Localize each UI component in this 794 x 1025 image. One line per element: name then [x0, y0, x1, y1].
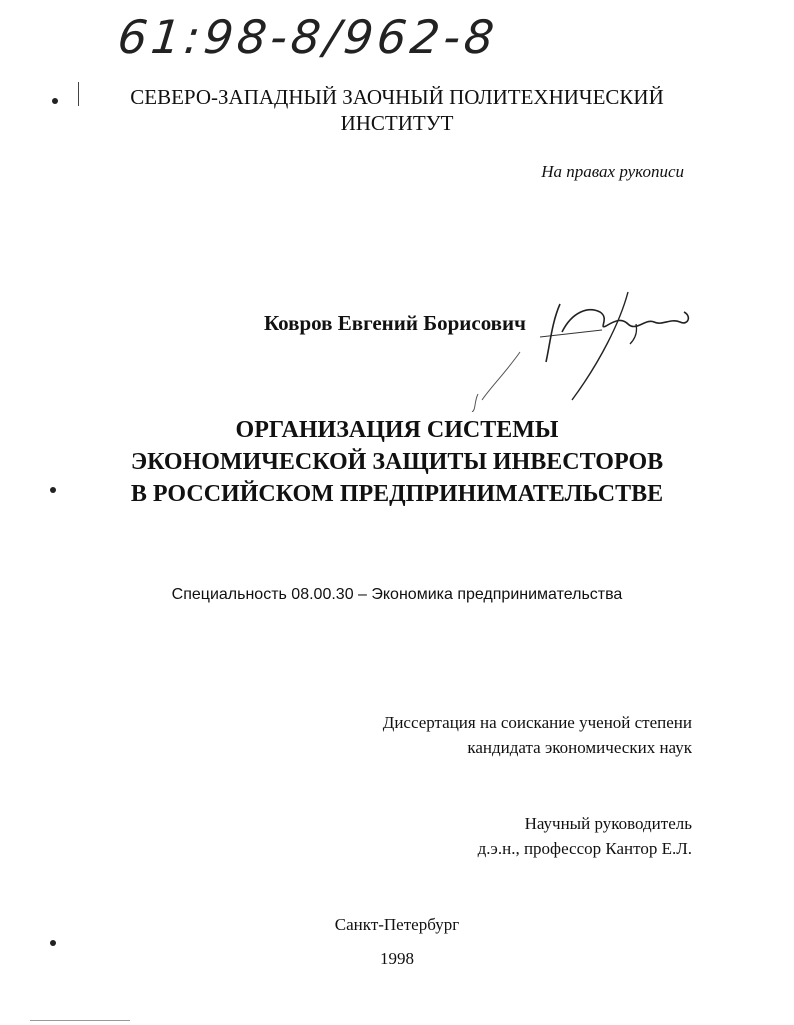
- degree-info: [383, 710, 692, 760]
- supervisor-info: [478, 811, 692, 861]
- author-name: Ковров Евгений Борисович: [264, 311, 526, 335]
- binding-hole-mark: [50, 940, 56, 946]
- degree-line-1: Диссертация на соискание ученой степени: [382, 713, 692, 732]
- city: Санкт-Петербург: [334, 915, 460, 934]
- institute-line-2: ИНСТИТУТ: [340, 111, 454, 135]
- city-year-block: [0, 908, 794, 976]
- supervisor-line-1: Научный руководитель: [524, 814, 692, 833]
- specialty-line: Специальность 08.00.30 – Экономика предпринимательства: [171, 586, 623, 603]
- institute-name: [0, 84, 794, 136]
- scan-artifact: [78, 82, 79, 106]
- binding-hole-mark: [52, 98, 58, 104]
- degree-line-2: кандидата экономических наук: [467, 738, 692, 757]
- author-signature: [460, 282, 700, 412]
- supervisor-line-2: д.э.н., профессор Кантор Е.Л.: [477, 839, 692, 858]
- scan-artifact: [30, 1020, 130, 1021]
- manuscript-rights-note: На правах рукописи: [541, 162, 684, 181]
- dissertation-title: [0, 414, 794, 510]
- institute-line-1: СЕВЕРО-ЗАПАДНЫЙ ЗАОЧНЫЙ ПОЛИТЕХНИЧЕСКИЙ: [130, 85, 664, 109]
- title-line-3: В РОССИЙСКОМ ПРЕДПРИНИМАТЕЛЬСТВЕ: [130, 481, 664, 507]
- archive-code-handwritten: 61:98-8/962-8: [115, 10, 501, 64]
- binding-hole-mark: [50, 487, 56, 493]
- title-line-1: ОРГАНИЗАЦИЯ СИСТЕМЫ: [235, 417, 559, 443]
- title-line-2: ЭКОНОМИЧЕСКОЙ ЗАЩИТЫ ИНВЕСТОРОВ: [130, 449, 664, 475]
- year: 1998: [380, 949, 414, 968]
